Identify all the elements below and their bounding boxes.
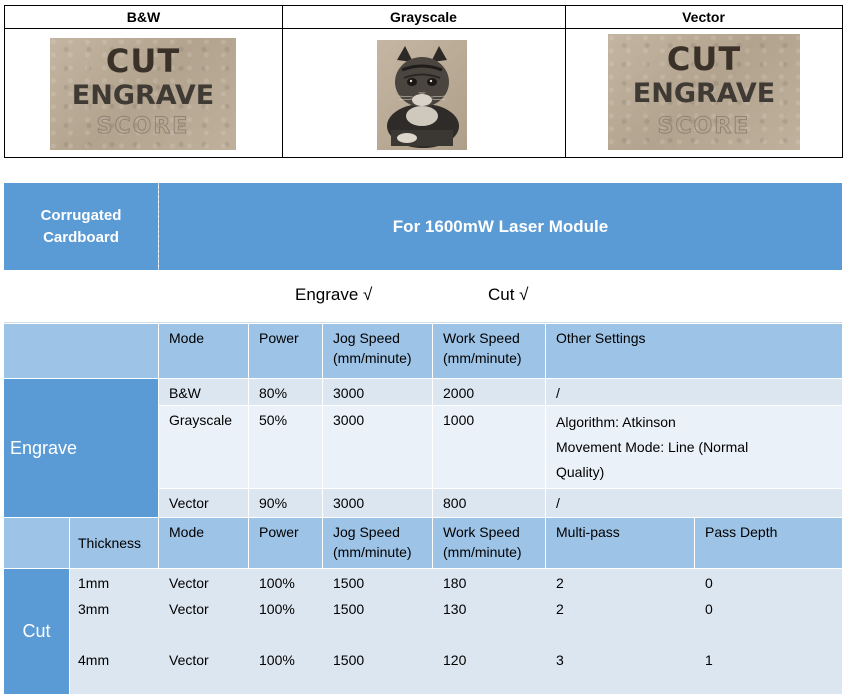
- cut-1mm-mode: Vector: [169, 575, 209, 591]
- engrave-bw-power: 80%: [249, 379, 322, 405]
- cut-col-thickness: Thickness: [70, 518, 158, 568]
- cut-header-blank: [4, 518, 69, 568]
- sample-cut-text: CUT: [666, 40, 742, 78]
- cut-col-power: Power: [249, 518, 322, 568]
- column-divider: [565, 6, 566, 157]
- cut-3mm-jog: 1500: [333, 601, 365, 617]
- cut-col-jog-speed: Jog Speed (mm/minute): [323, 518, 432, 568]
- cut-1mm-passes: 2: [556, 575, 564, 591]
- material-header: Corrugated Cardboard: [4, 183, 158, 270]
- cut-4mm-passes: 3: [556, 652, 564, 668]
- cut-1mm-work: 180: [443, 575, 467, 591]
- engrave-col-mode: Mode: [159, 324, 248, 378]
- cut-1mm-power: 100%: [259, 575, 295, 591]
- sample-cut-text: CUT: [105, 42, 181, 80]
- engrave-vector-jog: 3000: [323, 489, 432, 517]
- engrave-bw-jog: 3000: [323, 379, 432, 405]
- cut-3mm-mode: Vector: [169, 601, 209, 617]
- cut-col-multi-pass: Multi-pass: [546, 518, 694, 568]
- grayscale-column-header: Grayscale: [282, 6, 565, 29]
- cut-3mm-passes: 2: [556, 601, 564, 617]
- cut-3mm-power: 100%: [259, 601, 295, 617]
- engrave-bw-mode: B&W: [159, 379, 248, 405]
- sample-engrave-text: ENGRAVE: [71, 80, 215, 111]
- cat-image-icon: [377, 40, 467, 150]
- cut-4mm-work: 120: [443, 652, 467, 668]
- engrave-vector-other: /: [546, 489, 842, 517]
- cut-3mm-work: 130: [443, 601, 467, 617]
- sample-image-strip: [4, 5, 843, 158]
- cut-col-mode: Mode: [159, 518, 248, 568]
- column-divider: [282, 6, 283, 157]
- cut-1mm-thickness: 1mm: [78, 575, 110, 591]
- cut-1mm-depth: 0: [705, 575, 713, 591]
- cut-4mm-mode: Vector: [169, 652, 209, 668]
- bw-column-header: B&W: [5, 6, 282, 29]
- engrave-gray-jog: 3000: [323, 406, 432, 488]
- engrave-col-other-settings: Other Settings: [546, 324, 842, 378]
- engrave-check: Engrave √: [295, 285, 373, 304]
- title-divider: [158, 183, 160, 270]
- cut-3mm-depth: 0: [705, 601, 713, 617]
- cut-4mm-jog: 1500: [333, 652, 365, 668]
- vector-sample-photo: [608, 34, 800, 150]
- engrave-bw-work: 2000: [433, 379, 545, 405]
- cut-check: Cut √: [488, 285, 529, 304]
- engrave-col-work-speed: Work Speed (mm/minute): [433, 324, 545, 378]
- engrave-header-blank: [4, 324, 158, 378]
- grayscale-cat-photo: [377, 40, 467, 150]
- cut-4mm-thickness: 4mm: [78, 652, 110, 668]
- sample-score-text: SCORE: [96, 114, 190, 139]
- engrave-row-label: Engrave: [4, 379, 158, 517]
- bw-sample-photo: [50, 38, 236, 150]
- cut-col-pass-depth: Pass Depth: [695, 518, 842, 568]
- engrave-vector-mode: Vector: [159, 489, 248, 517]
- sample-score-text: SCORE: [657, 114, 751, 139]
- engrave-gray-mode: Grayscale: [159, 406, 248, 488]
- cut-col-work-speed: Work Speed (mm/minute): [433, 518, 545, 568]
- engrave-vector-power: 90%: [249, 489, 322, 517]
- cut-3mm-thickness: 3mm: [78, 601, 110, 617]
- cut-row-label: Cut: [4, 569, 69, 694]
- engrave-col-jog-speed: Jog Speed (mm/minute): [323, 324, 432, 378]
- engrave-vector-work: 800: [433, 489, 545, 517]
- sample-engrave-text: ENGRAVE: [632, 78, 776, 109]
- cut-4mm-depth: 1: [705, 652, 713, 668]
- laser-settings-table: [4, 183, 842, 694]
- module-header: For 1600mW Laser Module: [159, 183, 842, 270]
- engrave-col-power: Power: [249, 324, 322, 378]
- engrave-gray-other: Algorithm: Atkinson Movement Mode: Line (Normal Quality): [546, 406, 842, 488]
- engrave-gray-work: 1000: [433, 406, 545, 488]
- capability-row: [4, 271, 842, 323]
- cut-4mm-power: 100%: [259, 652, 295, 668]
- cut-1mm-jog: 1500: [333, 575, 365, 591]
- vector-column-header: Vector: [565, 6, 842, 29]
- engrave-gray-power: 50%: [249, 406, 322, 488]
- engrave-bw-other: /: [546, 379, 842, 405]
